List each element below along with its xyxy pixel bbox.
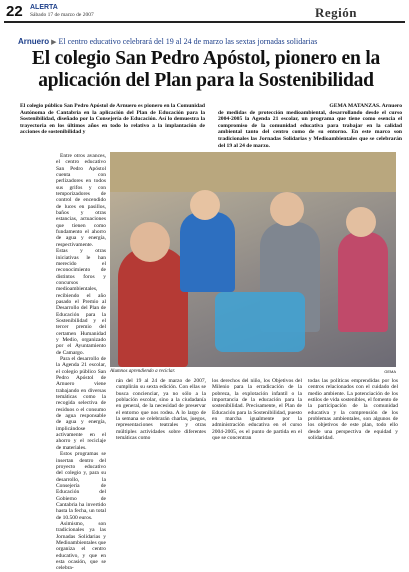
body-paragraph: los derechos del niño, los Objetivos del Milenio para la erradicación de la pobreza, la explotación infantil o la importancia de la educación para la sostenibilidad. Precisamente, el Plan de Educación para la Sostenibilidad, puesto en marcha igualmente por la administración educativa en el curso 2004-2005, es el punto de partida en el que se concentran xyxy=(212,378,302,442)
body-paragraph: rán del 19 al 24 de marzo de 2007, cumplirán su sexta edición. Con ellas se busca concienciar, ya no sólo a la población escolar, sino a la ciudadanía en general, de la necesidad de preservar el entorno que nos rodea. A lo largo de la semana se celebrarán charlas, juegos, representaciones teatrales y otras múltiples actividades sobre diferentes temáticas como xyxy=(116,378,206,442)
child-figure-red xyxy=(118,247,188,367)
lead-left-text: El colegio público San Pedro Apóstol de Arnuero es pionero en la Comunidad Autónoma de Cantabria en la aplicación del Plan de Educación para la Sostenibilidad, diseñado por la Consejería de Educación. Así lo demuestra la trayectoria en los últimos años en todo lo relativo a la implantación de acciones de sostenibilidad y xyxy=(20,103,205,136)
lead-right-column xyxy=(218,103,402,149)
child-figure-blue xyxy=(180,212,235,292)
byline: GEMA MATANZAS. Arnuero xyxy=(329,103,402,109)
recycling-bag xyxy=(215,292,305,352)
issue-date: Sábado 17 de marzo de 2007 xyxy=(30,12,94,18)
child-face xyxy=(270,192,304,226)
child-face xyxy=(130,222,170,262)
child-figure-pink xyxy=(338,232,388,332)
kicker-arrow-icon: ▶ xyxy=(51,38,57,46)
photo-credit: GEMA xyxy=(384,369,396,374)
child-face xyxy=(190,190,220,220)
body-column-4 xyxy=(308,378,398,441)
newspaper-brand: ALERTA xyxy=(30,4,58,11)
body-column-2 xyxy=(116,378,206,441)
article-photo xyxy=(110,152,396,367)
body-paragraph: todas las políticas emprendidas por los centros relacionados con el cuidado del medio ambiente. La potenciación de los estilos de vida sostenibles, el fomento de la participación de la comunidad educativa y la comprensión de los problemas ambientales, son algunos de los objetivos de este plan, todo ello desde una perspectiva de equidad y solidaridad. xyxy=(308,378,398,442)
classroom-shelf xyxy=(110,152,396,192)
section-title: Región xyxy=(315,5,357,20)
body-column-1 xyxy=(56,153,106,572)
lead-right-text: de medidas de protección medioambiental, desarrollando desde el curso 2004-2005 la Agenda 21 escolar, un programa que tiene como esencia el compromiso de la comunidad educativa para trabajar en la calidad ambiental tanto del centro como de su entorno. En este marco son tradicionales las Jornadas Solidarias y Medioambientales que se celebrarán del 19 al 24 de marzo. xyxy=(218,109,402,149)
photo-caption xyxy=(110,369,396,374)
body-paragraph: Estos programas se insertan dentro del proyecto educativo del colegio y, para su desarrollo, la Consejería de Educación del Gobierno de Cantabria ha invertido hasta la fecha, un total de 10.500 euros. xyxy=(56,451,106,521)
headline: El colegio San Pedro Apóstol, pionero en la aplicación del Plan para la Sostenibilidad xyxy=(31,48,381,91)
body-column-3 xyxy=(212,378,302,441)
header-rule xyxy=(4,21,405,23)
body-paragraph: Asimismo, son tradicionales ya las Jornadas Solidarias y Medioambientales que organiza el centro educativo, y que en esta ocasión, que se celebra- xyxy=(56,520,106,572)
kicker-text: El centro educativo celebrará del 19 al 24 de marzo las sextas jornadas solidarias xyxy=(58,37,318,46)
body-paragraph: Entre otros avances, el centro educativo San Pedro Apóstol cuenta con perlizadores en todos sus grifos y con temporizadores de control de encendido de luces en pasillos, baños y otras estancias, actuaciones que tienen como fundamento el ahorro de agua y energía, respectivamente. Estas y otras iniciativas le han merecido el reconocimiento de distintos foros y concursos medioambientales, recibiendo el año pasado el Premio al Desarrollo del Plan de Educación para la Sostenibilidad y el tercer premio del certamen Humanidad y Medio, organizado por el Ayuntamiento de Camargo. xyxy=(56,153,106,356)
lead-left-column xyxy=(20,103,205,136)
masthead xyxy=(4,4,405,20)
kicker-town: Arnuero xyxy=(18,37,50,46)
child-face xyxy=(346,207,376,237)
page-number: 22 xyxy=(6,3,23,20)
kicker xyxy=(18,37,398,46)
body-paragraph: Para el desarrollo de la Agenda 21 escolar, el colegio público San Pedro Apóstol de Arnuero viene trabajando en diversas temáticas como la recogida selectiva de residuos o el consumo de agua responsable de agua y energía, implicándose activamente en el ahorro y el reciclaje de materiales. xyxy=(56,356,106,451)
photo-caption-text: Alumnos aprendiendo a reciclar. xyxy=(110,369,176,374)
